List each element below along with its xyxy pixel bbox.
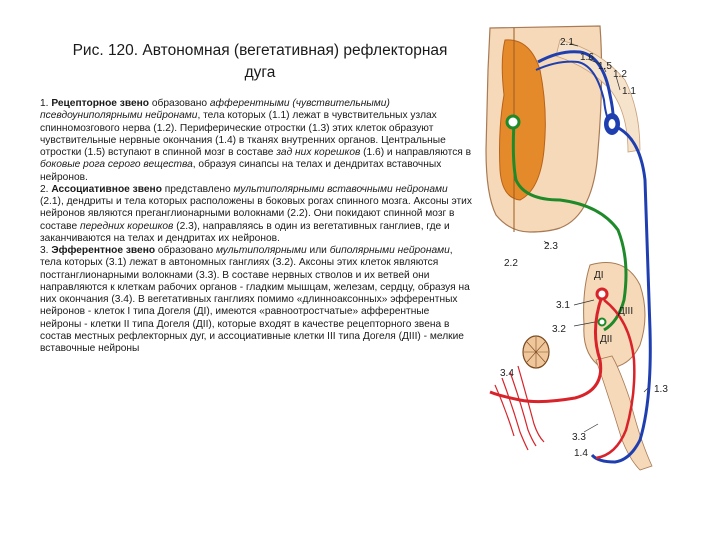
figure-title-line2: дуга: [244, 64, 276, 81]
text-segment-italic: передних корешков: [79, 220, 174, 232]
text-segment: (2.3), направляясь в один из вегетативных ганглиев, где и заканчиваются на телах и дендритах их нейронов.: [40, 220, 450, 244]
text-segment: представлено: [161, 183, 234, 195]
text-segment: (1.6) и направляются в: [360, 147, 472, 158]
label-1-3: 1.3: [654, 384, 668, 395]
text-segment-bold: Ассоциативное звено: [51, 183, 162, 195]
text-segment: , тела которых (1.1) лежат в чувствительных узлах спинномозгового нерва (1.2). Периферические отростки (1.3) этих клеток образуют чувствительные нервные окончания (1.4) в тканях внутренних органов. Центральные отростки (1.5) вступают в спинной мозг в составе: [40, 110, 446, 158]
label-2-1: 2.1: [560, 37, 574, 48]
text-segment: или: [306, 245, 330, 256]
text-segment: , тела которых (3.1) лежат в автономных ганглиях (3.2). Аксоны этих клеток являются постганглионарными волокнами (3.3). В составе нервных стволов и их ветвей они направляются к клеткам рабочих органов - гладким мышцам, железам, сердцу, образуя на них окончания (3.4). В вегетативных ганглиях помимо «длинноаксонных» эфферентных нейронов - клеток I типа Догеля (ДI), имеются «равноотростчатые» афферентные нейроны - клетки II типа Догеля (ДII), которые входят в качестве рецепторного звена в состав местных рефлекторных дуг, и ассоциативные клетки III типа Догеля (ДIII) - мелкие вставочные нейроны: [40, 245, 470, 354]
label-3-4: 3.4: [500, 368, 514, 379]
text-segment: образовано: [155, 245, 216, 256]
text-segment-bold: Рецепторное звено: [51, 98, 150, 109]
label-dogiel-iii: ДIII: [618, 306, 634, 317]
label-1-4: 1.4: [574, 448, 588, 459]
ganglion-body: [584, 263, 645, 369]
label-dogiel-i: ДI: [594, 270, 604, 281]
nerve-trunk: [596, 356, 652, 470]
figure-title-line1: Рис. 120. Автономная (вегетативная) рефлекторная: [72, 42, 448, 59]
label-3-2: 3.2: [552, 324, 566, 335]
label-1-1: 1.1: [622, 86, 636, 97]
dogiel-cell-ii: [599, 319, 606, 326]
label-2-2: 2.2: [504, 258, 518, 269]
label-2-3: 2.3: [544, 241, 558, 252]
text-segment-italic: афферентными (чувствительными) псевдоуниполярными нейронами: [40, 98, 390, 122]
afferent-neuron-nucleus: [609, 119, 616, 129]
associative-neuron-body: [507, 116, 519, 128]
label-1-2: 1.2: [613, 69, 627, 80]
text-segment-italic: биполярными нейронами: [329, 245, 450, 256]
text-segment: , образуя синапсы на телах и дендритах вставочных нейронов.: [40, 159, 442, 183]
text-segment: 2.: [40, 183, 52, 195]
label-1-6: 1.6: [580, 52, 594, 63]
text-segment: 1.: [40, 98, 52, 109]
text-segment-bold: Эфферентное звено: [51, 245, 156, 256]
text-segment-italic: боковые рога серого вещества: [40, 159, 193, 171]
text-segment: образовано: [149, 98, 210, 109]
text-segment-italic: мультиполярными: [215, 245, 307, 256]
text-segment-italic: мультиполярными вставочными нейронами: [233, 183, 448, 195]
label-3-3: 3.3: [572, 432, 586, 443]
text-segment-italic: зад них корешков: [276, 147, 361, 158]
label-dogiel-ii: ДII: [600, 334, 613, 345]
efferent-neuron-body: [597, 289, 607, 299]
text-segment: 3.: [40, 245, 52, 256]
label-3-1: 3.1: [556, 300, 570, 311]
text-segment: (2.1), дендриты и тела которых расположены в боковых рогах спинного мозга. Аксоны этих нейронов являются преганглионарными волокнами (2.2). Они покидают спинной мозг в составе: [40, 196, 472, 232]
label-1-5: 1.5: [598, 61, 612, 72]
